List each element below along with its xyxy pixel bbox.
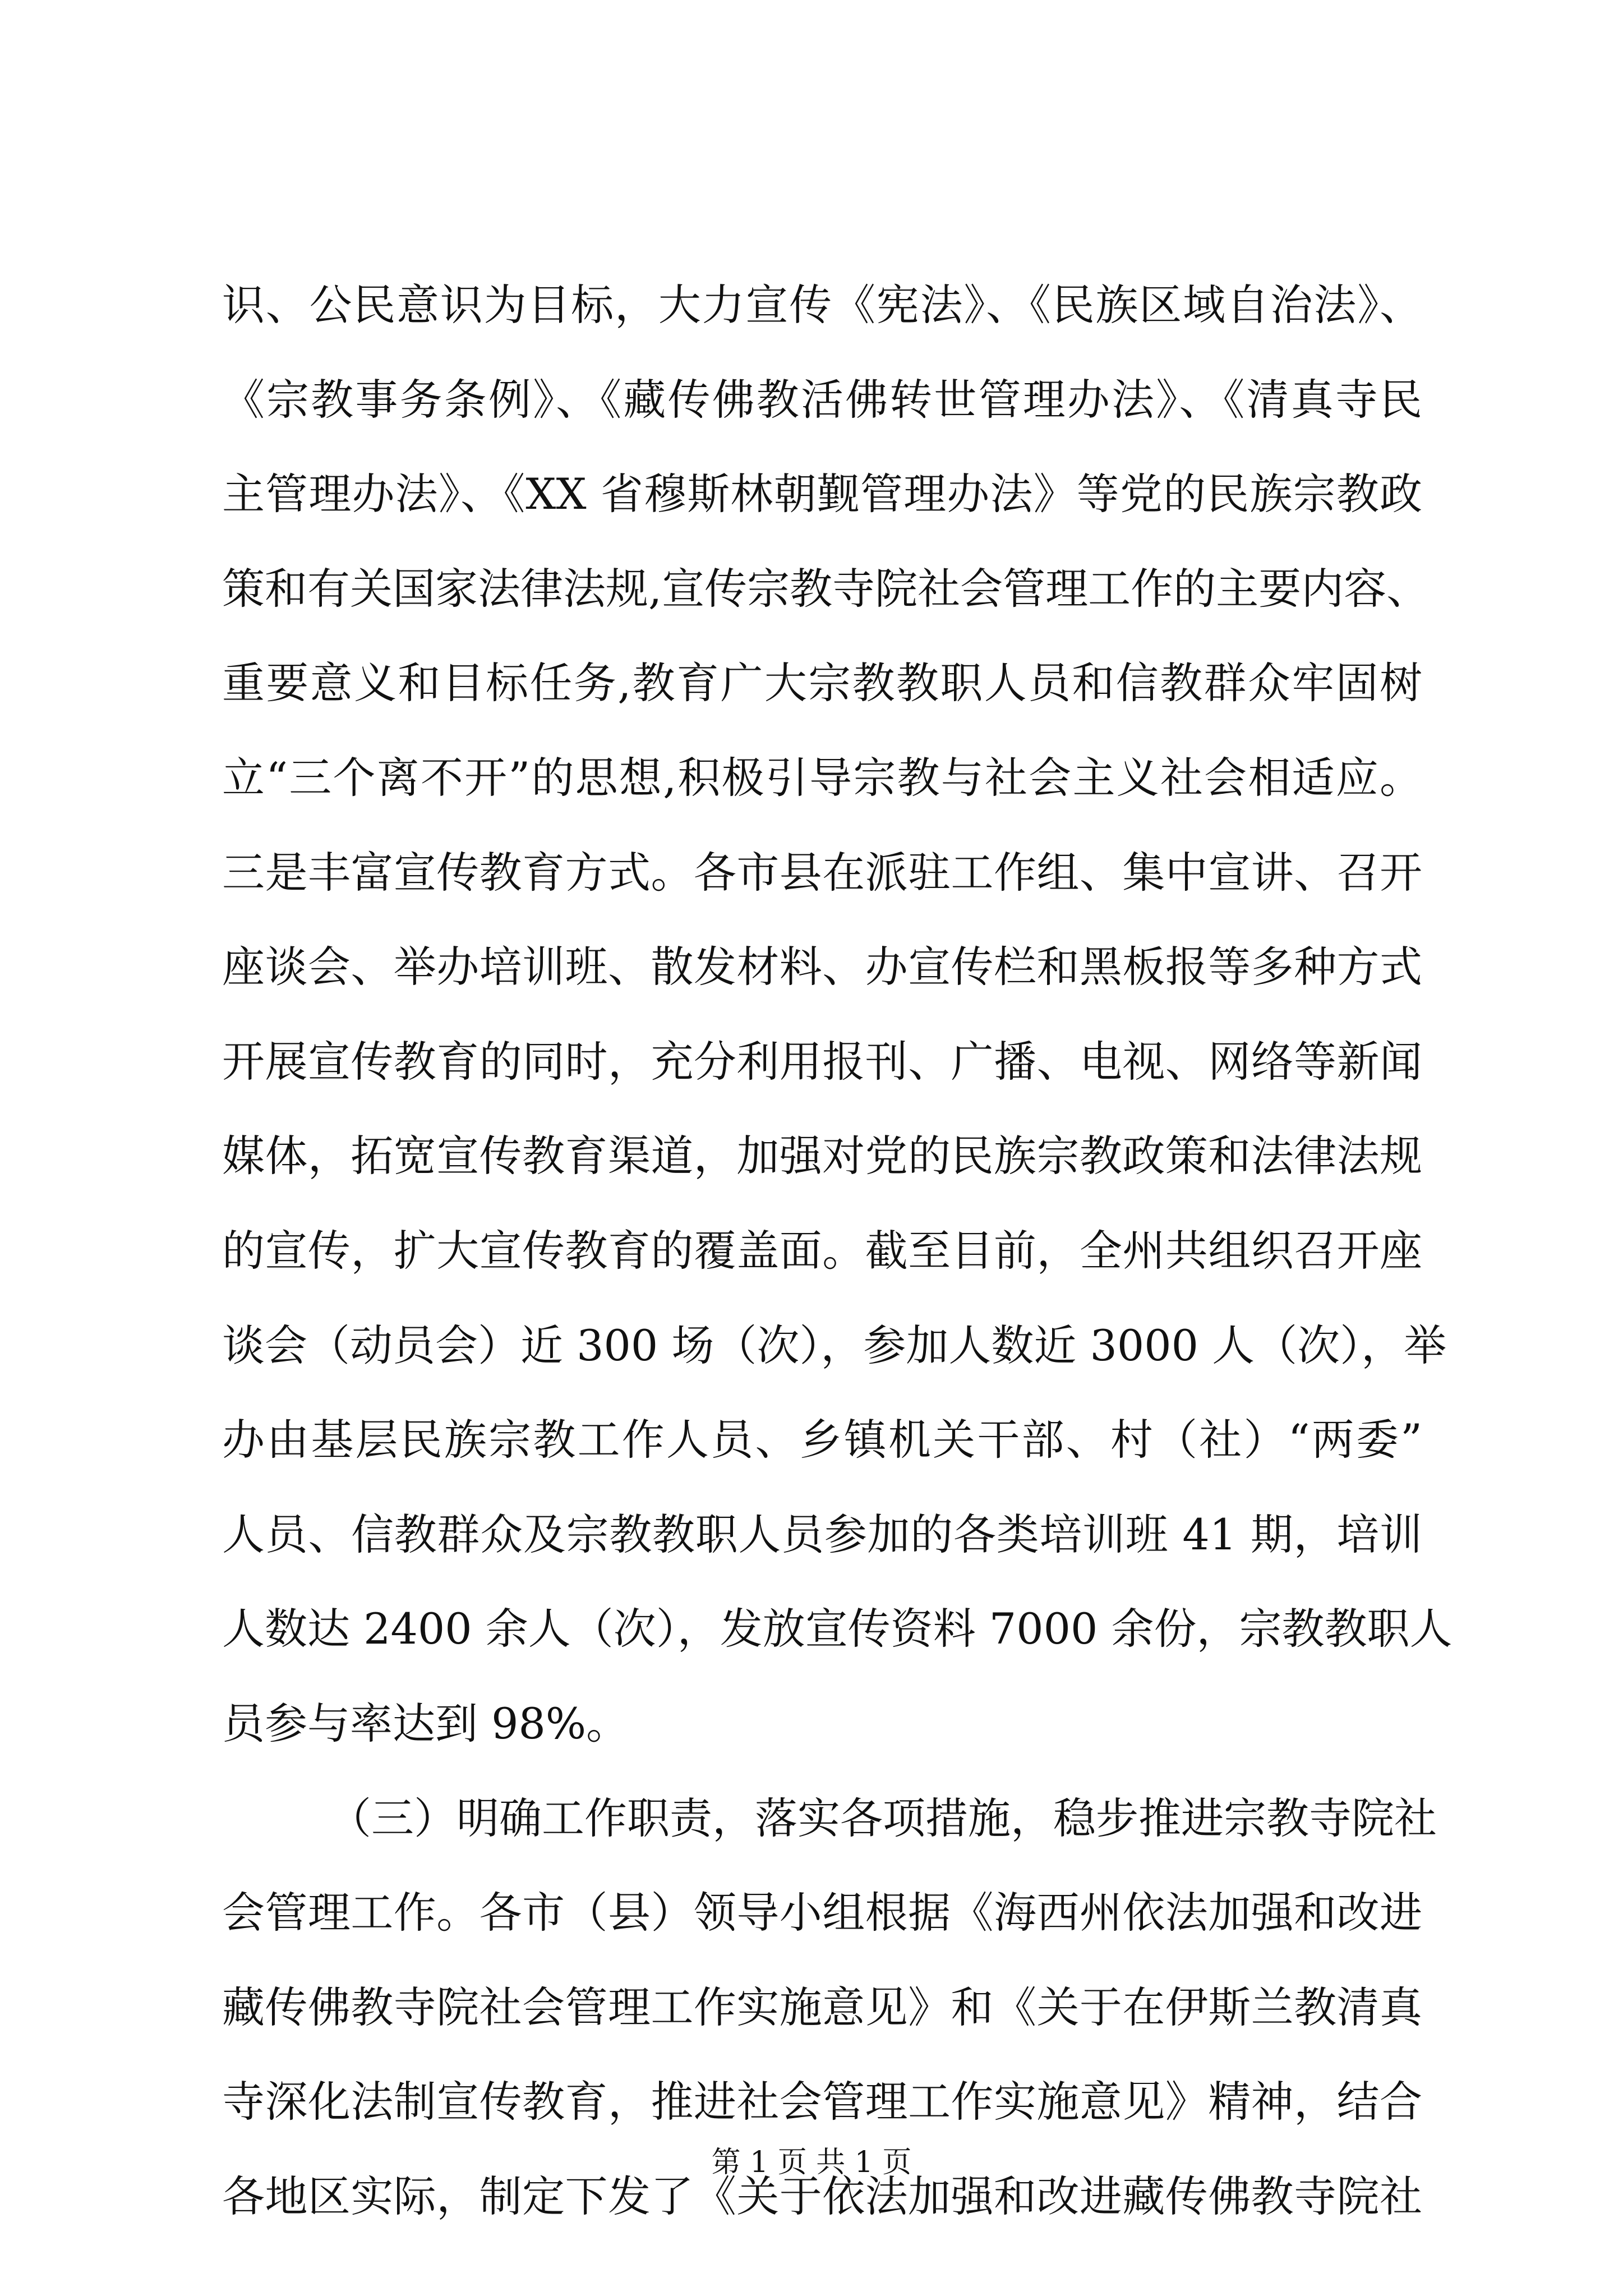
text-line: 立“三个离不开”的思想,积极引导宗教与社会主义社会相适应。: [222, 752, 1422, 803]
text-line: 会管理工作。各市（县）领导小组根据《海西州依法加强和改进: [222, 1888, 1422, 1938]
text-line: 的宣传，扩大宣传教育的覆盖面。截至目前，全州共组织召开座: [222, 1225, 1422, 1276]
page-footer: 第 1 页 共 1 页: [711, 2146, 912, 2179]
text-line: 三是丰富宣传教育方式。各市县在派驻工作组、集中宣讲、召开: [222, 847, 1422, 898]
text-line: 员参与率达到 98%。: [222, 1698, 629, 1749]
text-line: 策和有关国家法律法规,宣传宗教寺院社会管理工作的主要内容、: [222, 563, 1430, 614]
text-line: 各地区实际，制定下发了《关于依法加强和改进藏传佛教寺院社: [222, 2171, 1422, 2221]
text-line: 媒体，拓宽宣传教育渠道，加强对党的民族宗教政策和法律法规: [222, 1131, 1422, 1181]
paragraph-first-line: （三）明确工作职责，落实各项措施，稳步推进宗教寺院社: [329, 1793, 1437, 1843]
text-line: 开展宣传教育的同时，充分利用报刊、广播、电视、网络等新闻: [222, 1036, 1422, 1087]
text-line: 藏传佛教寺院社会管理工作实施意见》和《关于在伊斯兰教清真: [222, 1982, 1422, 2032]
text-line: 识、公民意识为目标，大力宣传《宪法》、《民族区域自治法》、: [222, 280, 1422, 330]
text-line: 主管理办法》、《XX 省穆斯林朝觐管理办法》等党的民族宗教政: [222, 469, 1422, 519]
text-line: 谈会（动员会）近 300 场（次），参加人数近 3000 人（次），举: [222, 1320, 1447, 1370]
body-text: [222, 258, 1453, 2244]
text-line: 《宗教事务条例》、《藏传佛教活佛转世管理办法》、《清真寺民: [222, 374, 1422, 425]
text-line: 寺深化法制宣传教育，推进社会管理工作实施意见》精神，结合: [222, 2077, 1422, 2127]
text-line: 重要意义和目标任务,教育广大宗教教职人员和信教群众牢固树: [222, 658, 1422, 708]
text-line: 办由基层民族宗教工作人员、乡镇机关干部、村（社）“两委”: [222, 1415, 1422, 1465]
text-line: 人员、信教群众及宗教教职人员参加的各类培训班 41 期，培训: [222, 1509, 1422, 1559]
text-line: 人数达 2400 余人（次），发放宣传资料 7000 余份，宗教教职人: [222, 1604, 1453, 1654]
text-line: 座谈会、举办培训班、散发材料、办宣传栏和黑板报等多种方式: [222, 942, 1422, 992]
